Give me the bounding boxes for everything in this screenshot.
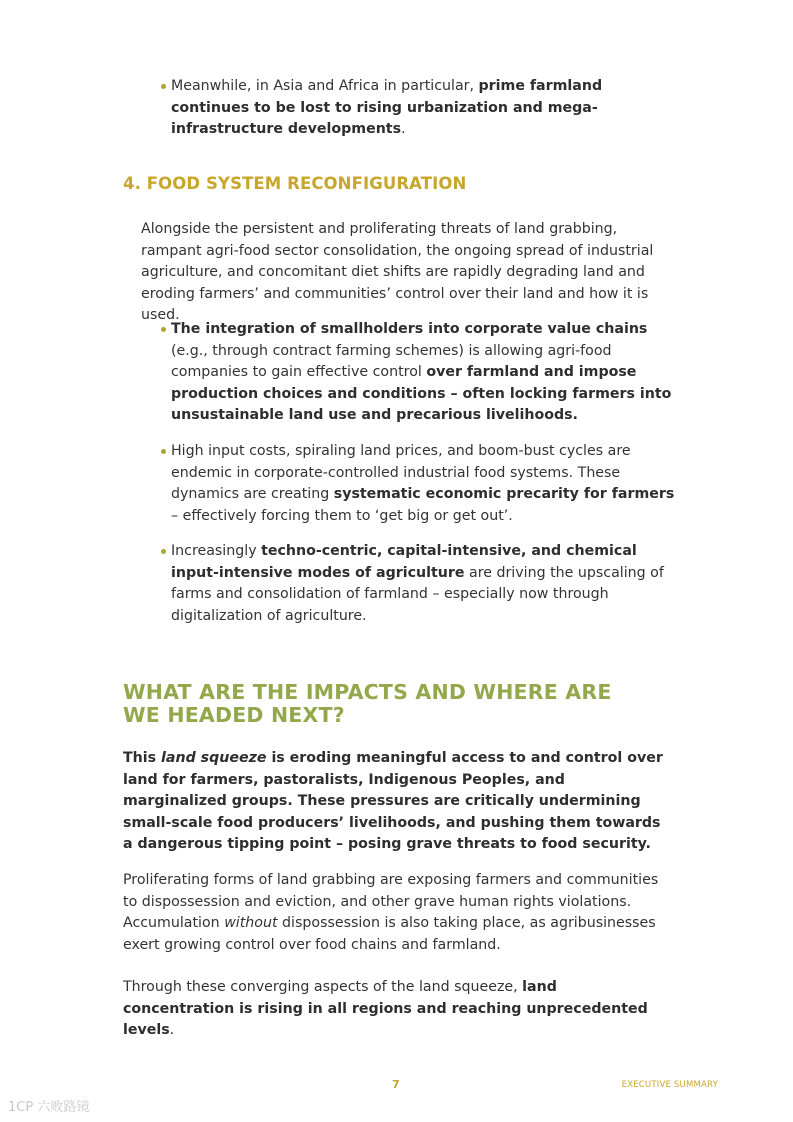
bold-text: techno-centric, capital-intensive, and chemical input-intensive modes of agriculture — [171, 543, 637, 581]
watermark: 1CP 六败路镜 — [8, 1100, 90, 1115]
list-item-text — [171, 319, 676, 427]
body-text: are driving the upscaling of farms and consolidation of farmland – especially now through digitalization of agriculture. — [171, 564, 664, 624]
body-text: – effectively forcing them to ‘get big or get out’. — [171, 507, 513, 524]
intro-bullet-post: . — [401, 121, 406, 137]
bold-text: The integration of smallholders into corporate value chains — [171, 321, 648, 337]
impacts-heading: WHAT ARE THE IMPACTS AND WHERE ARE WE HEADED NEXT? — [123, 680, 612, 727]
impacts-paragraph-2 — [123, 870, 671, 956]
bullet-dot — [161, 84, 166, 89]
bullet-dot — [161, 549, 166, 554]
bullet-dot — [161, 449, 166, 454]
body-text: Proliferating forms of land grabbing are exposing farmers and communities to dispossession and eviction, and other grave human rights violations. Accumulation — [123, 872, 659, 931]
lead-text: This — [123, 750, 162, 766]
impacts-paragraph-3 — [123, 977, 671, 1042]
intro-bullet — [161, 76, 676, 141]
italic-text: without — [224, 915, 278, 931]
body-text: (e.g., through contract farming schemes) is allowing agri-food companies to gain effective control — [171, 342, 612, 380]
list-item-text — [171, 441, 676, 527]
section-intro: Alongside the persistent and proliferating threats of land grabbing, rampant agri-food sector consolidation, the ongoing spread of industrial agriculture, and concomitant diet shifts are rapidly degrading land and eroding farmers’ and communities’ control over their land and how it is used. — [141, 221, 654, 323]
lead-italic: land squeeze — [161, 750, 267, 766]
bold-text: land concentration is rising in all regions and reaching unprecedented levels — [123, 979, 648, 1038]
body-text: Increasingly — [171, 543, 262, 559]
impacts-lead-paragraph — [123, 748, 668, 856]
body-text: . — [169, 1022, 175, 1038]
intro-bullet-text — [171, 76, 676, 141]
bold-text: systematic economic precarity for farmers — [333, 486, 675, 502]
body-text: Through these converging aspects of the land squeeze, — [123, 979, 523, 995]
list-item — [161, 541, 676, 627]
list-item — [161, 319, 676, 427]
bullet-dot — [161, 327, 166, 332]
intro-bullet-pre: Meanwhile, in Asia and Africa in particular, — [171, 78, 479, 94]
lead-text: is eroding meaningful access to and control over land for farmers, pastoralists, Indigenous Peoples, and marginalized groups. These pressures are critically undermining small-scale food producers’ livelihoods, and pushing them towards a dangerous tipping point – posing grave threats to food security. — [123, 750, 663, 852]
list-item-text — [171, 541, 676, 627]
intro-bullet-bold: prime farmland continues to be lost to rising urbanization and mega-infrastructure developments — [171, 78, 603, 137]
section-heading: 4. FOOD SYSTEM RECONFIGURATION — [123, 174, 467, 193]
list-item — [161, 441, 676, 527]
footer-label: EXECUTIVE SUMMARY — [621, 1080, 718, 1090]
body-text: High input costs, spiraling land prices, and boom-bust cycles are endemic in corporate-controlled industrial food systems. These dynamics are creating — [171, 443, 631, 502]
page-number: 7 — [392, 1078, 400, 1091]
bold-text: over farmland and impose production choices and conditions – often locking farmers into unsustainable land use and precarious livelihoods. — [171, 364, 672, 423]
body-text: dispossession is also taking place, as agribusinesses exert growing control over food chains and farmland. — [123, 915, 656, 953]
